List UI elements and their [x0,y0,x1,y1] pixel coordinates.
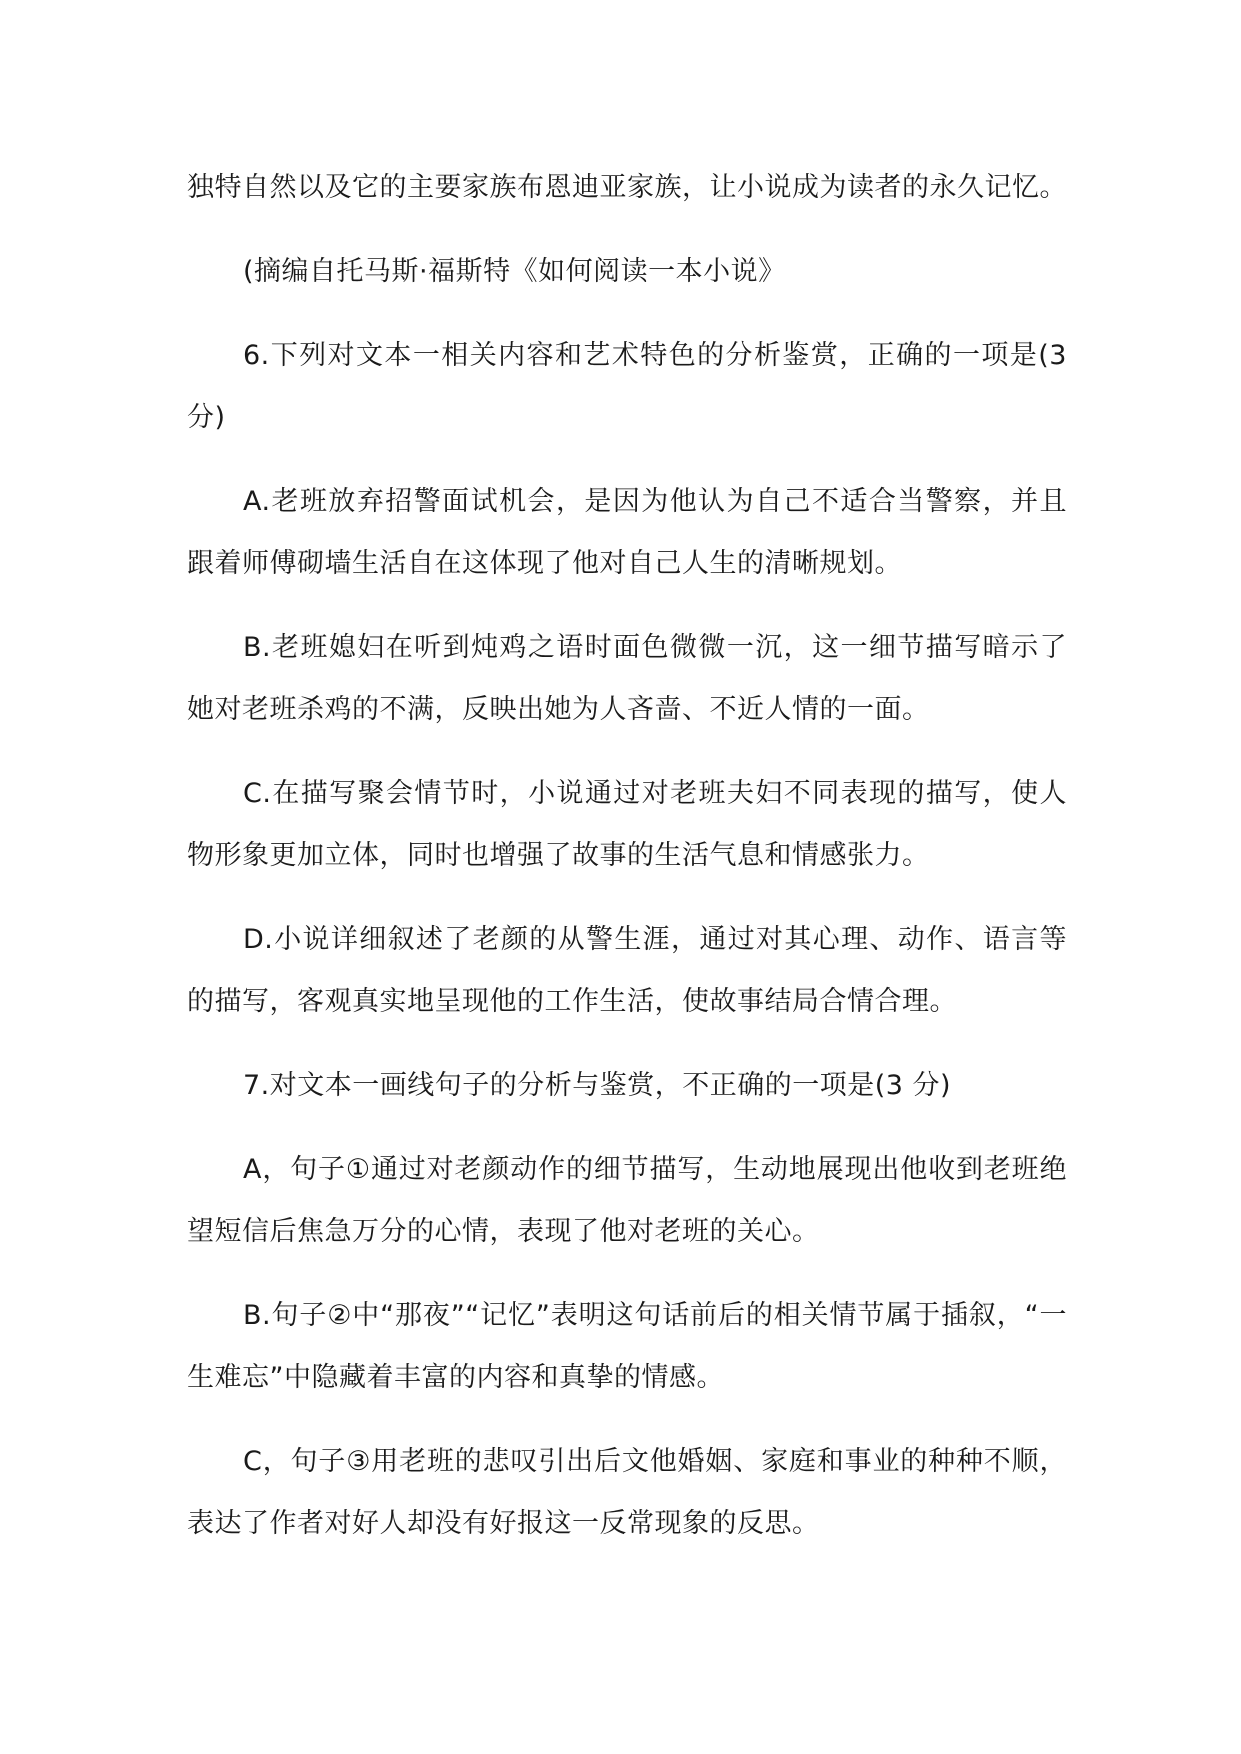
question-6-option-c: C.在描写聚会情节时，小说通过对老班夫妇不同表现的描写，使人物形象更加立体，同时也增强了故事的生活气息和情感张力。 [187,778,1067,871]
question-7-stem: 7.对文本一画线句子的分析与鉴赏，不正确的一项是(3 分) [243,1070,952,1101]
question-6-stem: 6.下列对文本一相关内容和艺术特色的分析鉴赏，正确的一项是(3 分) [187,340,1067,433]
question-6-option-b: B.老班媳妇在听到炖鸡之语时面色微微一沉，这一细节描写暗示了她对老班杀鸡的不满，反映出她为人吝啬、不近人情的一面。 [187,632,1067,725]
question-7-option-a: A，句子①通过对老颜动作的细节描写，生动地展现出他收到老班绝望短信后焦急万分的心情，表现了他对老班的关心。 [187,1154,1067,1247]
question-7-option-c: C，句子③用老班的悲叹引出后文他婚姻、家庭和事业的种种不顺，表达了作者对好人却没有好报这一反常现象的反思。 [187,1446,1067,1539]
document-page [187,157,1067,1577]
question-7-option-b: B.句子②中“那夜”“记忆”表明这句话前后的相关情节属于插叙，“一生难忘”中隐藏着丰富的内容和真挚的情感。 [187,1300,1067,1393]
source-citation: (摘编自托马斯·福斯特《如何阅读一本小说》 [243,256,786,287]
paragraph-continuation: 独特自然以及它的主要家族布恩迪亚家族，让小说成为读者的永久记忆。 [187,172,1067,203]
question-6-option-d: D.小说详细叙述了老颜的从警生涯，通过对其心理、动作、语言等的描写，客观真实地呈现他的工作生活，使故事结局合情合理。 [187,924,1067,1017]
question-6-option-a: A.老班放弃招警面试机会，是因为他认为自己不适合当警察，并且跟着师傅砌墙生活自在这体现了他对自己人生的清晰规划。 [187,486,1067,579]
